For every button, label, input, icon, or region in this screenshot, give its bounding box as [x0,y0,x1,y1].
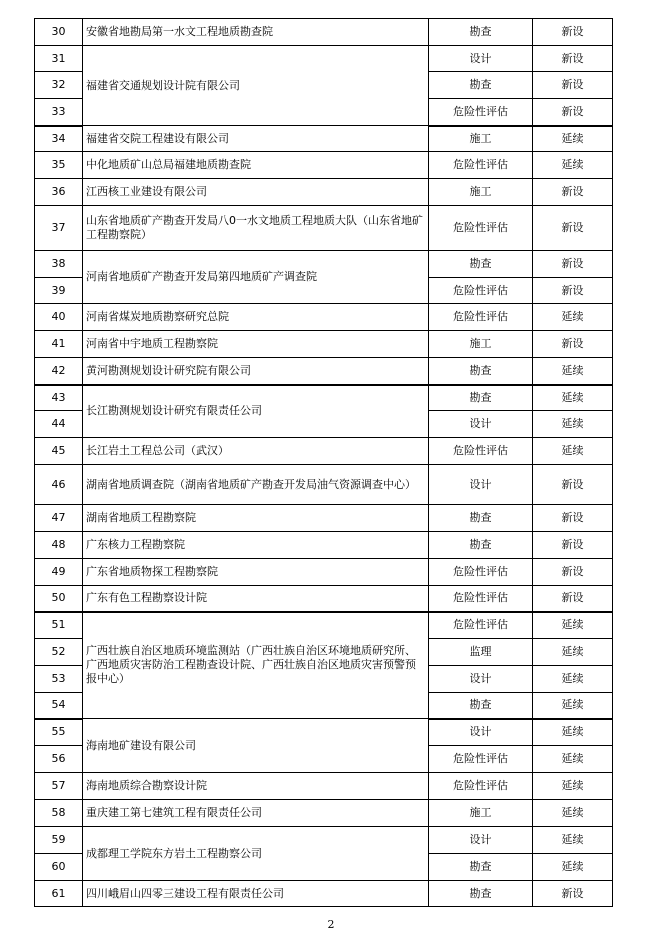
application-status: 延续 [533,854,613,881]
application-status: 新设 [533,99,613,126]
qualification-category: 勘查 [429,532,533,559]
unit-name: 海南地矿建设有限公司 [83,719,429,773]
table-row [35,559,613,586]
qualification-category: 施工 [429,126,533,152]
unit-name: 中化地质矿山总局福建地质勘查院 [83,152,429,179]
table-row [35,827,613,854]
row-number: 37 [35,206,83,251]
qualification-category: 危险性评估 [429,152,533,179]
qualification-category: 勘查 [429,505,533,532]
qualification-category: 勘查 [429,19,533,46]
qualification-category: 勘查 [429,358,533,385]
unit-name: 长江勘测规划设计研究有限责任公司 [83,385,429,438]
row-number: 40 [35,304,83,331]
unit-name: 河南省中宇地质工程勘察院 [83,331,429,358]
application-status: 延续 [533,693,613,719]
table-row [35,19,613,46]
table-row [35,126,613,152]
qualification-category: 勘查 [429,385,533,411]
table-row [35,881,613,907]
application-status: 延续 [533,746,613,773]
application-status: 新设 [533,206,613,251]
application-status: 延续 [533,152,613,179]
table-row [35,331,613,358]
application-status: 新设 [533,881,613,907]
row-number: 49 [35,559,83,586]
qualification-category: 危险性评估 [429,438,533,465]
application-status: 延续 [533,358,613,385]
qualification-category: 施工 [429,331,533,358]
unit-name: 湖南省地质工程勘察院 [83,505,429,532]
qualification-category: 设计 [429,719,533,746]
unit-name: 成都理工学院东方岩土工程勘察公司 [83,827,429,881]
row-number: 41 [35,331,83,358]
row-number: 52 [35,639,83,666]
qualification-category: 勘查 [429,251,533,278]
unit-name: 广东有色工程勘察设计院 [83,586,429,612]
table-row [35,719,613,746]
table-row [35,304,613,331]
qualification-category: 危险性评估 [429,746,533,773]
row-number: 45 [35,438,83,465]
unit-name: 长江岩土工程总公司（武汉） [83,438,429,465]
row-number: 46 [35,465,83,505]
qualification-category: 危险性评估 [429,278,533,304]
table-row [35,505,613,532]
row-number: 60 [35,854,83,881]
row-number: 33 [35,99,83,126]
unit-name: 黄河勘测规划设计研究院有限公司 [83,358,429,385]
qualification-category: 设计 [429,666,533,693]
unit-name: 福建省交通规划设计院有限公司 [83,46,429,126]
row-number: 39 [35,278,83,304]
application-status: 延续 [533,719,613,746]
table-row [35,465,613,505]
application-status: 新设 [533,465,613,505]
application-status: 新设 [533,559,613,586]
row-number: 58 [35,800,83,827]
row-number: 30 [35,19,83,46]
table-row [35,206,613,251]
table-row [35,800,613,827]
qualification-category: 危险性评估 [429,99,533,126]
application-status: 延续 [533,800,613,827]
qualification-category: 施工 [429,179,533,206]
row-number: 59 [35,827,83,854]
qualification-category: 危险性评估 [429,773,533,800]
row-number: 51 [35,612,83,639]
table-row [35,612,613,639]
qualification-category: 危险性评估 [429,206,533,251]
table-row [35,773,613,800]
application-status: 新设 [533,505,613,532]
row-number: 36 [35,179,83,206]
qualification-table [34,18,613,907]
row-number: 61 [35,881,83,907]
row-number: 44 [35,411,83,438]
qualification-category: 勘查 [429,854,533,881]
table-row [35,152,613,179]
unit-name: 福建省交院工程建设有限公司 [83,126,429,152]
qualification-category: 危险性评估 [429,612,533,639]
row-number: 53 [35,666,83,693]
row-number: 32 [35,72,83,99]
table-row [35,46,613,72]
row-number: 47 [35,505,83,532]
table-row [35,586,613,612]
row-number: 57 [35,773,83,800]
qualification-category: 危险性评估 [429,586,533,612]
application-status: 新设 [533,179,613,206]
application-status: 新设 [533,532,613,559]
row-number: 43 [35,385,83,411]
unit-name: 广东省地质物探工程勘察院 [83,559,429,586]
row-number: 34 [35,126,83,152]
application-status: 延续 [533,304,613,331]
qualification-category: 勘查 [429,72,533,99]
row-number: 50 [35,586,83,612]
table-row [35,385,613,411]
application-status: 新设 [533,331,613,358]
qualification-category: 设计 [429,411,533,438]
page-number: 2 [327,918,335,931]
application-status: 新设 [533,72,613,99]
table-row [35,358,613,385]
unit-name: 河南省煤炭地质勘察研究总院 [83,304,429,331]
table-row [35,532,613,559]
row-number: 56 [35,746,83,773]
unit-name: 广西壮族自治区地质环境监测站（广西壮族自治区环境地质研究所、广西地质灾害防治工程勘查设计院、广西壮族自治区地质灾害预警预报中心） [83,612,429,719]
unit-name: 山东省地质矿产勘查开发局八0一水文地质工程地质大队（山东省地矿工程勘察院） [83,206,429,251]
application-status: 延续 [533,411,613,438]
qualification-category: 危险性评估 [429,559,533,586]
application-status: 延续 [533,385,613,411]
application-status: 延续 [533,639,613,666]
application-status: 延续 [533,827,613,854]
unit-name: 重庆建工第七建筑工程有限责任公司 [83,800,429,827]
qualification-category: 设计 [429,465,533,505]
row-number: 48 [35,532,83,559]
qualification-category: 勘查 [429,693,533,719]
unit-name: 湖南省地质调查院（湖南省地质矿产勘查开发局油气资源调查中心） [83,465,429,505]
application-status: 延续 [533,612,613,639]
application-status: 新设 [533,586,613,612]
qualification-category: 施工 [429,800,533,827]
row-number: 35 [35,152,83,179]
row-number: 54 [35,693,83,719]
row-number: 31 [35,46,83,72]
qualification-category: 监理 [429,639,533,666]
table-row [35,438,613,465]
row-number: 38 [35,251,83,278]
table-row [35,251,613,278]
unit-name: 江西核工业建设有限公司 [83,179,429,206]
unit-name: 海南地质综合勘察设计院 [83,773,429,800]
application-status: 新设 [533,278,613,304]
qualification-category: 勘查 [429,881,533,907]
application-status: 新设 [533,19,613,46]
qualification-category: 设计 [429,46,533,72]
row-number: 55 [35,719,83,746]
application-status: 延续 [533,126,613,152]
application-status: 新设 [533,251,613,278]
table-row [35,179,613,206]
qualification-category: 危险性评估 [429,304,533,331]
row-number: 42 [35,358,83,385]
application-status: 延续 [533,666,613,693]
table-body [35,19,613,907]
unit-name: 广东核力工程勘察院 [83,532,429,559]
qualification-category: 设计 [429,827,533,854]
unit-name: 河南省地质矿产勘查开发局第四地质矿产调查院 [83,251,429,304]
unit-name: 四川峨眉山四零三建设工程有限责任公司 [83,881,429,907]
application-status: 新设 [533,46,613,72]
application-status: 延续 [533,438,613,465]
application-status: 延续 [533,773,613,800]
unit-name: 安徽省地勘局第一水文工程地质勘查院 [83,19,429,46]
